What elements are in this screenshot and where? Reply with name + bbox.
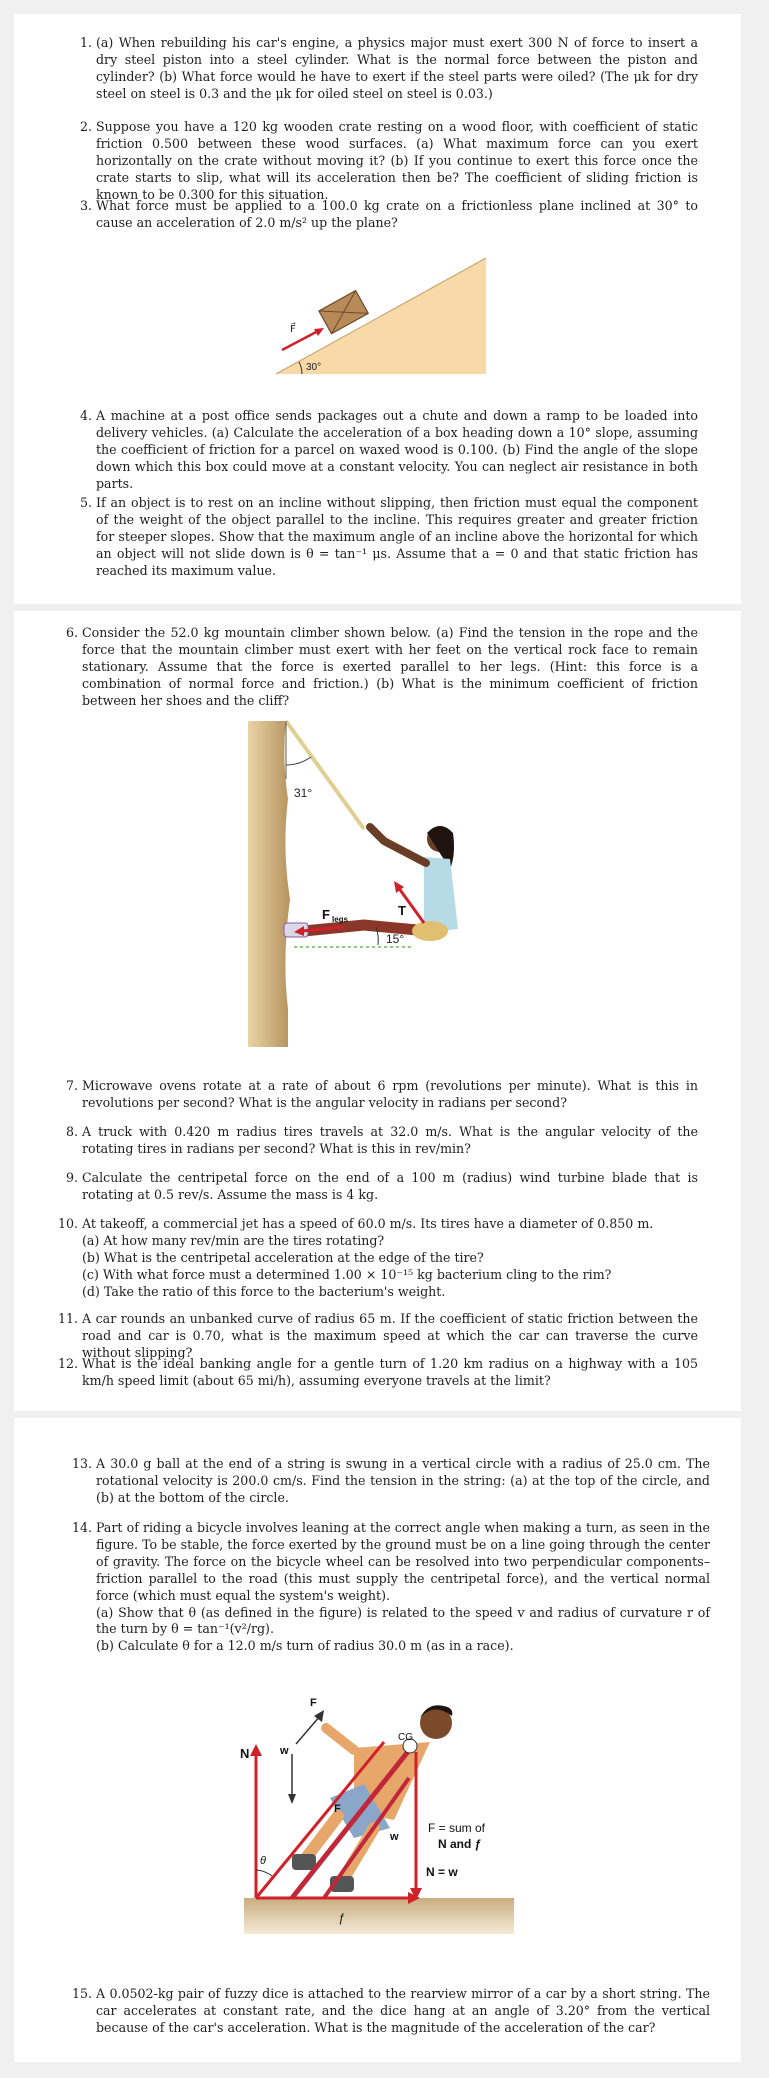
worksheet-page-3 [14,1418,741,2062]
problem-text: A 30.0 g ball at the end of a string is swung in a vertical circle with a radius of 25.0 cm. The rotational velocity is 200.0 cm/s. Find the tension in the string: (a) at the top of the circle, and (b) at the bottom of the circle. [96,1456,710,1505]
problem-item [79,495,698,580]
problem-item [65,1078,698,1112]
problem-item [65,1170,698,1204]
f-mid-label: F [334,1803,341,1815]
friction-label: ƒ [338,1911,345,1925]
n-equals-w-label: N = w [426,1865,458,1879]
problem-item [71,1986,710,2037]
worksheet-page-2 [14,611,741,1411]
sum-label: F = sum of [428,1821,486,1835]
problem-text: A machine at a post office sends packages out a chute and down a ramp to be loaded into delivery vehicles. (a) Calculate the acceleration of a box heading down a 10° slope, assuming the coefficient of friction for a parcel on waxed wood is 0.100. (b) Find the angle of the slope down which this box could move at a constant velocity. You can neglect air resistance in both parts. [96,408,698,491]
problem-text: If an object is to rest on an incline without slipping, then friction must equal the component of the weight of the object parallel to the incline. This requires greater and greater friction for steeper slopes. Show that the maximum angle of an incline above the horizontal for which an object will not slide down is θ = tan⁻¹ μs. Assume that a = 0 and that static friction has reached its maximum value. [96,495,698,578]
problem-text: Suppose you have a 120 kg wooden crate resting on a wood floor, with coefficient of static friction 0.500 between these wood surfaces. (a) What maximum force can you exert horizontally on the crate without moving it? (b) If you continue to exert this force once the crate starts to slip, what will its acceleration then be? The coefficient of sliding friction is known to be 0.300 for this situation. [96,119,698,202]
problem-text: A truck with 0.420 m radius tires travels at 32.0 m/s. What is the angular velocity of the rotating tires in radians per second? What is this in rev/min? [82,1124,698,1156]
legs-label: F [322,907,330,922]
incline-figure [256,246,496,376]
problem-text: Part of riding a bicycle involves leaning at the correct angle when making a turn, as seen in the figure. To be stable, the force exerted by the ground must be on a line going through the center of gravity. The force on the bicycle wheel can be resolved into two perpendicular components–friction parallel to the road (this must supply the centripetal force), and the vertical normal force (which must equal the system's weight). [96,1520,710,1603]
angle-label: 30° [306,362,322,373]
weight-label: w [280,1745,289,1757]
problem-number: 9. [65,1170,78,1185]
normal-label: N [240,1746,250,1761]
subpart: (c) With what force must a determined 1.00 × 10⁻¹⁵ kg bacterium cling to the rim? [82,1266,612,1282]
problem-number: 10. [57,1216,78,1231]
problem-number: 13. [71,1456,92,1471]
rock-face [248,721,290,1047]
problem-item [65,1124,698,1158]
problem-number: 6. [65,625,78,640]
climber-harness [412,921,448,941]
problem-text: What force must be applied to a 100.0 kg crate on a frictionless plane inclined at 30° to cause an acceleration of 2.0 m/s² up the plane? [96,198,698,230]
problem-text: What is the ideal banking angle for a gentle turn of 1.20 km radius on a highway with a 105 km/h speed limit (about 65 mi/h), assuming everyone travels at the limit? [82,1356,698,1388]
problem-item [57,1356,698,1390]
problem-number: 14. [71,1520,92,1535]
weight-arrowhead [288,1794,296,1804]
problem-text: Calculate the centripetal force on the end of a 100 m (radius) wind turbine blade that is rotating at 0.5 rev/s. Assume the mass is 4 kg. [82,1170,698,1202]
problem-item [71,1520,710,1655]
worksheet-page-1 [14,14,741,604]
subpart: (a) Show that θ (as defined in the figure) is related to the speed v and radius of curvature r of the turn by θ = tan⁻¹(v²/rg). [96,1604,710,1637]
bicycle-figure [234,1688,534,1938]
subpart: (b) What is the centripetal acceleration at the edge of the tire? [82,1249,484,1265]
problem-item [57,1311,698,1362]
legs-sub-label: legs [332,915,349,924]
problem-number: 8. [65,1124,78,1139]
problem-item [71,1456,710,1507]
subpart: (b) Calculate θ for a 12.0 m/s turn of radius 30.0 m (as in a race). [96,1638,514,1654]
problem-item [57,1216,698,1301]
problem-number: 15. [71,1986,92,2001]
problem-text: (a) When rebuilding his car's engine, a physics major must exert 300 N of force to insert a dry steel piston into a steel cylinder. What is the normal force between the piston and cylinder? (b) What force would he have to exert if the steel parts were oiled? (The μk for dry steel on steel is 0.3 and the μk for oiled steel on steel is 0.03.) [96,35,698,101]
climber-figure [244,719,484,1049]
climber-arm [370,827,426,863]
force-arrow [282,330,320,350]
problem-item [79,408,698,493]
sum-label-2: N and ƒ [438,1837,482,1851]
angle-bottom-label: 15° [386,932,405,946]
subpart: (d) Take the ratio of this force to the bacterium's weight. [82,1283,446,1299]
rope [286,721,364,829]
problem-item [65,625,698,710]
problem-number: 11. [57,1311,78,1326]
road [244,1898,514,1934]
problem-text: A car rounds an unbanked curve of radius 65 m. If the coefficient of static friction between the road and car is 0.70, what is the maximum speed at which the car can traverse the curve without slipping? [82,1311,698,1360]
problem-text: A 0.0502-kg pair of fuzzy dice is attached to the rearview mirror of a car by a short string. The car accelerates at constant rate, and the dice hang at an angle of 3.20° from the vertical because of the car's acceleration. What is the magnitude of the acceleration of the car? [96,1986,710,2035]
problem-text: Consider the 52.0 kg mountain climber shown below. (a) Find the tension in the rope and the force that the mountain climber must exert with her feet on the vertical rock face to remain stationary. Assume that the force is exerted parallel to her legs. (Hint: this force is a combination of normal force and friction.) (b) What is the minimum coefficient of friction between her shoes and the cliff? [82,625,698,708]
rider-arm [326,1728,354,1750]
f-top-label: F [310,1697,317,1709]
problem-number: 3. [79,198,92,213]
w-mid-label: w [390,1831,399,1843]
problem-item [79,35,698,103]
bicycle-frame [292,1744,414,1898]
theta-label: θ [260,1855,266,1867]
problem-number: 7. [65,1078,78,1093]
problem-number: 12. [57,1356,78,1371]
rider-leg-left [306,1816,338,1858]
force-label: F⃗ [290,324,296,335]
tension-label: T [398,903,406,918]
normal-force-arrowhead [250,1744,262,1756]
angle-top-label: 31° [294,786,313,800]
problem-text: At takeoff, a commercial jet has a speed of 60.0 m/s. Its tires have a diameter of 0.850 m. [82,1216,654,1231]
theta-arc [256,1870,272,1876]
problem-text: Microwave ovens rotate at a rate of about 6 rpm (revolutions per minute). What is this in revolutions per second? What is the angular velocity in radians per second? [82,1078,698,1110]
rider-shoe [292,1854,316,1870]
problem-item [79,119,698,204]
problem-number: 4. [79,408,92,423]
problem-number: 1. [79,35,92,50]
problem-item [79,198,698,232]
cg-label: CG [398,1732,413,1743]
angle-arc-top [286,757,311,765]
subpart: (a) At how many rev/min are the tires rotating? [82,1232,385,1248]
problem-number: 5. [79,495,92,510]
problem-number: 2. [79,119,92,134]
f-top-arrow [296,1716,320,1744]
